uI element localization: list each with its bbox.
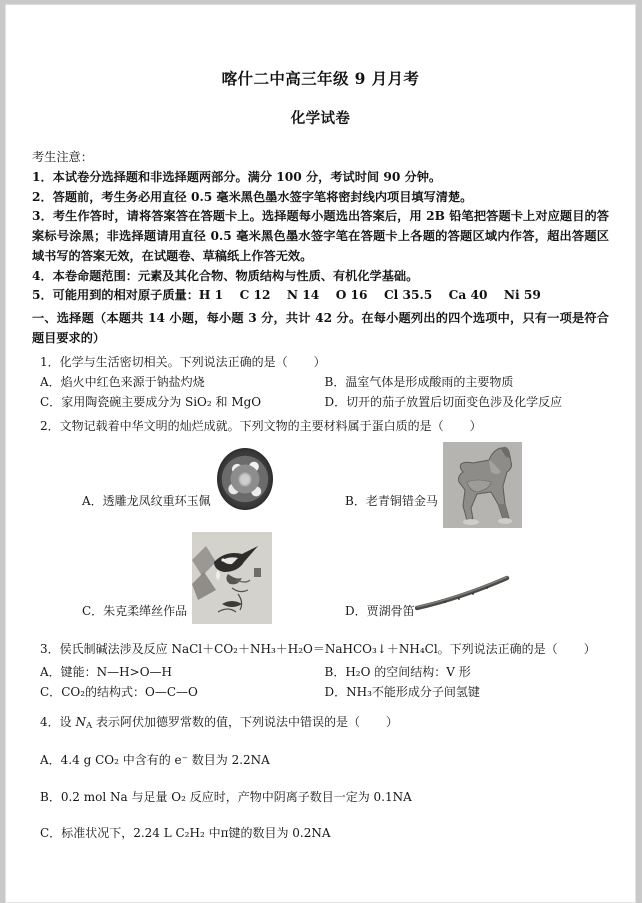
question-2-option-d-label[interactable]: D．贾湖骨笛 (345, 604, 415, 619)
question-1-options-row-1 (32, 372, 609, 392)
question-1-option-d[interactable] (325, 392, 610, 412)
option-a-text: 焰火中红色来源于钠盐灼烧 (60, 375, 205, 390)
question-3-options-row-1 (32, 662, 609, 682)
option-b-label: B． (324, 664, 346, 679)
option-b-text: H₂O 的空间结构：V 形 (345, 664, 471, 679)
option-d-text: NH₃不能形成分子间氢键 (346, 685, 480, 699)
option-b-text: 0.2 mol Na 与足量 O₂ 反应时，产物中阴离子数目一定为 0.1NA (60, 789, 412, 804)
question-3-option-b[interactable] (325, 662, 610, 682)
page-content (6, 5, 635, 902)
page-title: 喀什二中高三年级 9 月月考 (221, 69, 420, 88)
question-4-number: 4． (40, 715, 60, 730)
document-page (5, 4, 636, 903)
option-c-label: C． (40, 685, 62, 699)
question-3-option-c[interactable] (40, 682, 325, 702)
avogadro-symbol: N (75, 715, 86, 730)
option-a-label: A． (40, 753, 61, 768)
option-a-label: A． (40, 664, 61, 679)
question-3-stem: 3．侯氏制碱法涉及反应 NaCl＋CO₂＋NH₃＋H₂O＝NaHCO₃↓＋NH₄Cl。下列说法正确的是（ ） (40, 642, 596, 657)
question-4-option-a[interactable] (32, 750, 609, 770)
option-a-label: A． (40, 375, 61, 390)
candidate-notice (32, 148, 609, 306)
question-4-stem: 4．设 $N_A$ 表示阿伏加德罗常数的值，下列说法中错误的是（ ） (40, 715, 399, 732)
bronze-horse-photo (443, 442, 522, 528)
notice-item-3: 3．考生作答时，请将答案答在答题卡上。选择题每小题选出答案后，用 2B 铅笔把答题卡上对应题目的答案标号涂黑；非选择题请用直径 0.5 毫米黑色墨水签字笔在答题卡上各题的答题区域内作答，超出答题区域书写的答案无效，在试题卷、草稿纸上作答无效。 (32, 209, 609, 263)
option-d-text: 切开的茄子放置后切面变色涉及化学反应 (346, 395, 563, 410)
notice-item-1: 1．本试卷分选择题和非选择题两部分。满分 100 分，考试时间 90 分钟。 (32, 169, 442, 184)
question-1-text: 化学与生活密切相关。下列说法正确的是（ (59, 354, 288, 369)
question-3-number: 3． (40, 642, 60, 657)
question-1-option-c[interactable] (40, 392, 325, 412)
question-2-number: 2． (40, 418, 60, 433)
option-a-text: 4.4 g CO₂ 中含有的 e⁻ 数目为 2.2NA (60, 753, 270, 768)
notice-item-5: 5．可能用到的相对原子质量：H 1 C 12 N 14 O 16 Cl 35.5 Ca 40 Ni 59 (32, 288, 541, 303)
question-2-option-c-label[interactable]: C．朱克柔缂丝作品 (82, 604, 188, 619)
question-1-number: 1． (40, 354, 60, 369)
question-3-equation: NaCl＋CO₂＋NH₃＋H₂O＝NaHCO₃↓＋NH₄Cl (171, 642, 438, 657)
jade-pendant-photo (217, 448, 273, 510)
bone-flute-photo (415, 572, 515, 612)
option-d-label: D． (324, 395, 347, 410)
option-c-text: 标准状况下，2.24 L C₂H₂ 中π键的数目为 0.2NA (61, 825, 331, 840)
question-2-option-a-label[interactable]: A．透雕龙凤纹重环玉佩 (82, 494, 211, 509)
question-4-suffix: 表示阿伏加德罗常数的值，下列说法中错误的是（ (92, 715, 361, 730)
section-heading-multiple-choice: 一、选择题（本题共 14 小题，每小题 3 分，共计 42 分。在每小题列出的四个选项中，只有一项是符合题目要求的） (32, 311, 609, 345)
silk-bird-painting (192, 532, 272, 624)
question-3-prefix: 侯氏制碱法涉及反应 (59, 642, 172, 657)
option-c-label: C． (40, 825, 62, 840)
question-3-option-d[interactable] (325, 682, 610, 702)
option-a-text: 键能：N—H>O—H (60, 664, 172, 679)
option-b-label: B． (40, 789, 61, 804)
question-1-options-row-2 (32, 392, 609, 412)
question-3-suffix: 。下列说法正确的是（ (437, 642, 558, 657)
question-4-option-c[interactable] (32, 823, 609, 843)
question-3-options-row-2 (32, 682, 609, 702)
notice-item-2: 2．答题前，考生务必用直径 0.5 毫米黑色墨水签字笔将密封线内项目填写清楚。 (32, 189, 473, 204)
question-2-option-b-label[interactable]: B．老青铜错金马 (345, 494, 438, 509)
option-c-text: 家用陶瓷碗主要成分为 SiO₂ 和 MgO (61, 395, 262, 410)
question-2-text: 文物记载着中华文明的灿烂成就。下列文物的主要材料属于蛋白质的是（ (59, 418, 444, 433)
question-1-option-a[interactable] (40, 372, 325, 392)
option-c-text: CO₂的结构式：O—C—O (61, 685, 198, 699)
question-4-prefix: 设 (59, 715, 76, 730)
question-4-option-b[interactable] (32, 787, 609, 807)
silk-tapestry-photo (192, 532, 272, 624)
notice-heading: 考生注意： (32, 150, 93, 164)
question-2-figure-options (32, 440, 609, 636)
page-subtitle: 化学试卷 (290, 110, 351, 127)
question-1-option-b[interactable] (325, 372, 610, 392)
bronze-horse-drawing (443, 442, 522, 528)
question-1-stem: 1．化学与生活密切相关。下列说法正确的是（ ） (40, 354, 326, 369)
option-b-label: B． (324, 375, 346, 390)
option-d-label: D． (324, 685, 347, 699)
option-c-label: C． (40, 395, 62, 410)
question-2-stem: 2．文物记载着中华文明的灿烂成就。下列文物的主要材料属于蛋白质的是（ ） (40, 418, 482, 433)
bone-flute-drawing (415, 572, 515, 612)
option-b-text: 温室气体是形成酸雨的主要物质 (345, 375, 514, 390)
question-3-option-a[interactable] (40, 662, 325, 682)
notice-item-4: 4．本卷命题范围：元素及其化合物、物质结构与性质、有机化学基础。 (32, 268, 419, 283)
avogadro-subscript: A (85, 721, 93, 732)
